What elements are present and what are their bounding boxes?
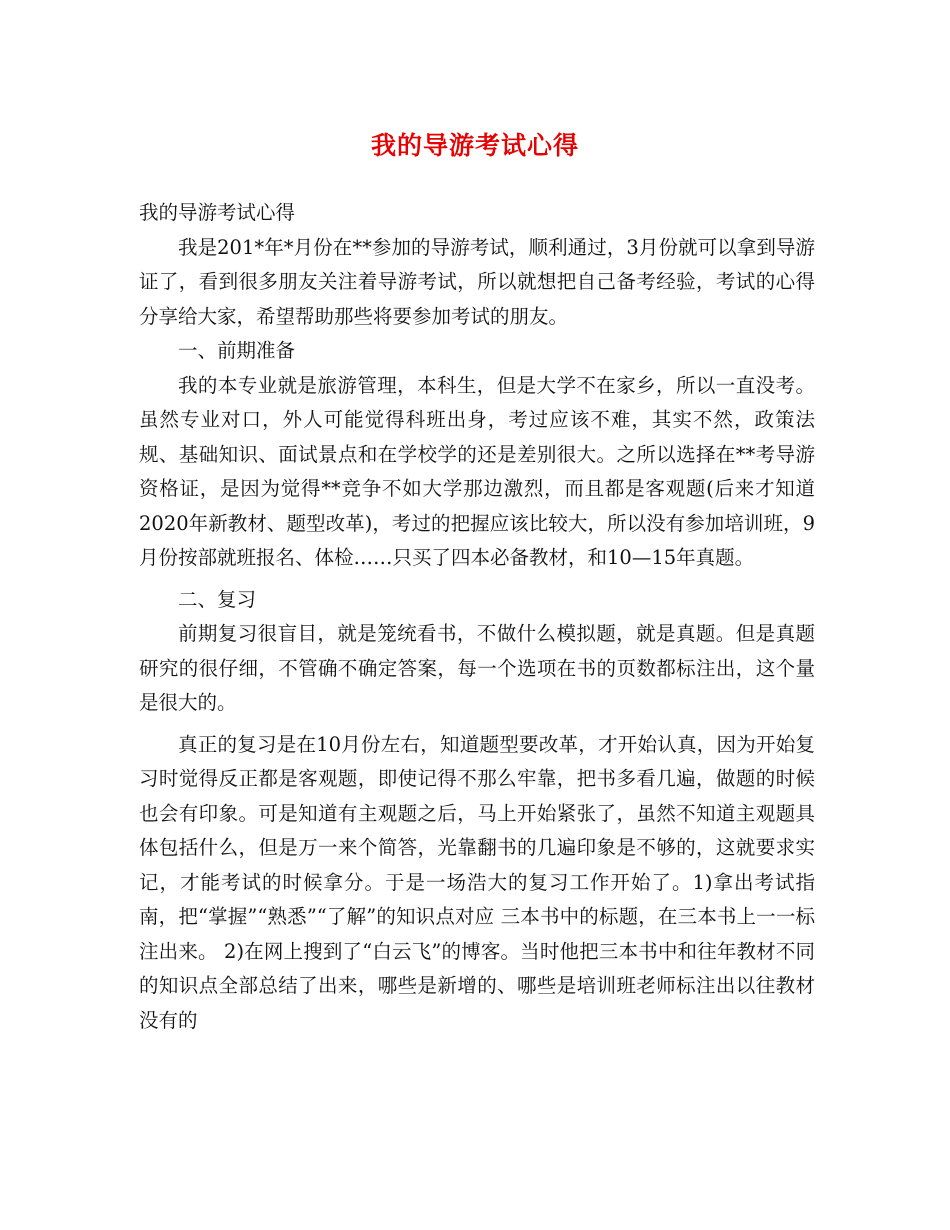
document-body	[139, 196, 815, 1038]
section-heading-preparation: 一、前期准备	[178, 339, 296, 362]
section-heading-review: 二、复习	[178, 587, 257, 611]
paragraph-review-early: 前期复习很盲目，就是笼统看书，不做什么模拟题，就是真题。但是真题研究的很仔细，不管确不确定答案，每一个选项在书的页数都标注出，这个量是很大的。	[139, 622, 815, 714]
paragraph-intro: 我是201*年*月份在**参加的导游考试，顺利通过，3月份就可以拿到导游证了，看到很多朋友关注着导游考试，所以就想把自己备考经验，考试的心得分享给大家，希望帮助那些将要参加考试的朋友。	[139, 235, 815, 328]
document-title: 我的导游考试心得	[370, 131, 579, 160]
paragraph-review-main: 真正的复习是在10月份左右，知道题型要改革，才开始认真，因为开始复习时觉得反正都是客观题，即使记得不那么牢靠，把书多看几遍，做题的时候也会有印象。可是知道有主观题之后，马上开始紧张了，虽然不知道主观题具体包括什么，但是万一来个简答，光靠翻书的几遍印象是不够的，这就要求实记，才能考试的时候拿分。于是一场浩大的复习工作开始了。1)拿出考试指南，把“掌握”“熟悉”“了解”的知识点对应 三本书中的标题，在三本书上一一标注出来。 2)在网上搜到了“白云飞”的博客。当时他把三本书中和往年教材不同的知识点全部总结了出来，哪些是新增的、哪些是培训班老师标注出以往教材没有的	[139, 732, 815, 1032]
document-subtitle: 我的导游考试心得	[139, 201, 296, 224]
paragraph-preparation: 我的本专业就是旅游管理，本科生，但是大学不在家乡，所以一直没考。虽然专业对口，外人可能觉得科班出身，考过应该不难，其实不然，政策法规、基础知识、面试景点和在学校学的还是差别很大。之所以选择在**考导游资格证，是因为觉得**竞争不如大学那边激烈，而且都是客观题(后来才知道2020年新教材、题型改革)，考过的把握应该比较大，所以没有参加培训班，9月份按部就班报名、体检……只买了四本必备教材，和10—15年真题。	[139, 373, 815, 569]
